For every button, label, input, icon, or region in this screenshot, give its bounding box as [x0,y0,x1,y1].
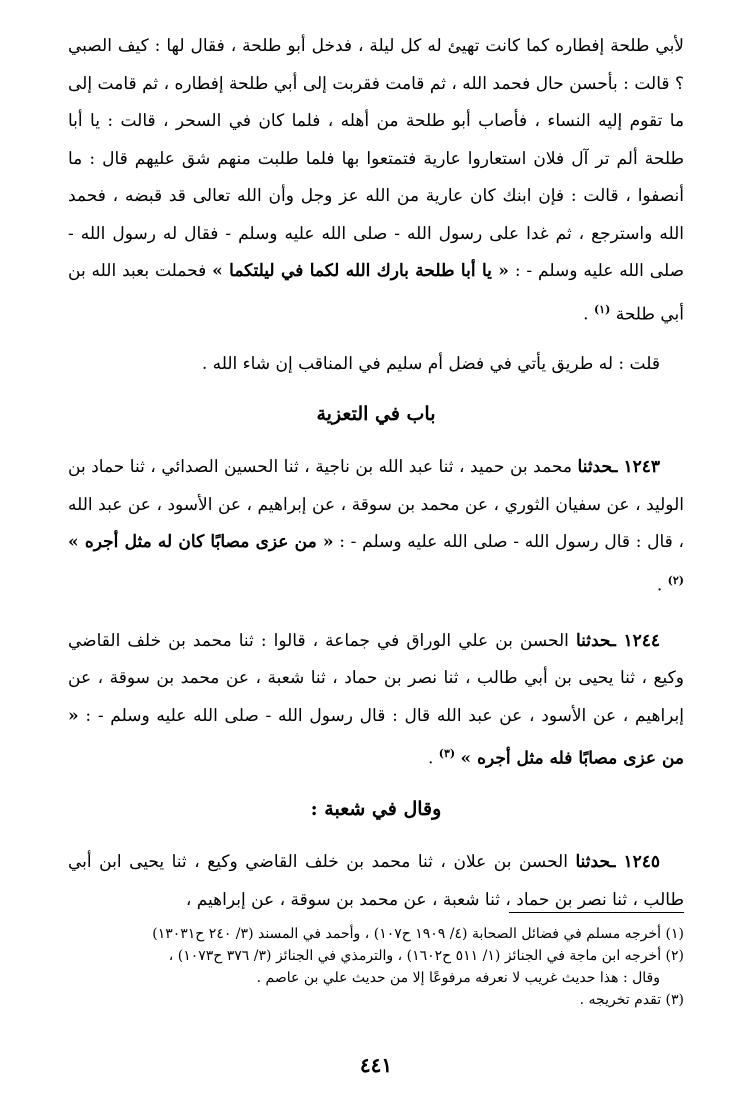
chapter-heading-taziya: باب في التعزية [316,403,436,426]
hadith-lead: حدثنا [575,852,611,873]
hadith-chain: الحسن بن علي الوراق في جماعة ، قالوا : ثنا محمد بن خلف القاضي وكيع ، ثنا يحيى بن أبي طالب ، ثنا نصر بن حماد ، ثنا شعبة ، عن محمد بن سوقة ، عن إبراهيم ، عن الأسود ، عن عبد الله قال : قال رسول الله - صلى الله عليه وسلم - : [68,630,684,726]
hadith-chain: محمد بن حميد ، ثنا عبد الله بن ناجية ، ثنا الحسين الصدائي ، ثنا حماد بن الوليد ، عن سفيان الثوري ، عن محمد بن سوقة ، عن إبراهيم ، عن الأسود ، عن عبد الله ، قال : قال رسول الله - صلى الله عليه وسلم - : [68,457,685,553]
footnote-ref-2: (٢) [667,573,684,587]
sentence-end: . [427,748,434,769]
narrative-text: لأبي طلحة إفطاره كما كانت تهيئ له كل ليلة ، فدخل أبو طلحة ، فقال لها : كيف الصبي ؟ قالت : بأحسن حال فحمد الله ، ثم قامت فقربت إلى أبي طلحة إفطاره ، ثم قامت إلى ما تقوم إليه النساء ، فأصاب أبو طلحة من أهله ، فلما كان في السحر ، قالت : يا أبا طلحة ألم تر آل فلان استعاروا عارية فتمتعوا بها فلما طلبت منهم شق عليهم قال : ما أنصفوا ، قالت : فإن ابنك كان عارية من الله عز وجل وأن الله تعالى قد قبضه ، فحمد الله واسترجع ، ثم غدا على رسول الله - صلى الله عليه وسلم - فقال له رسول الله - صلى الله عليه وسلم - : [68,36,685,281]
footnote-2: (٢) أخرجه ابن ماجة في الجنائز (١/ ٥١١ ح١٦٠٢) ، والترمذي في الجنائز (٣/ ٣٧٦ ح١٠٧٣) ، [168,948,684,964]
footnote-ref-1: (١) [593,302,611,316]
page-number: ٤٤١ [359,1053,393,1077]
hadith-number: ١٢٤٥ ـ [610,852,660,873]
hadith-number: ١٢٤٣ ـ [612,457,661,478]
narrative-paragraph [68,28,684,334]
hadith-quote: « من عزى مصابًا كان له مثل أجره » [68,532,334,553]
narrative-conclusion: فحملت بعبد الله بن أبي طلحة [68,261,684,325]
author-note: قلت : له طريق يأتي في فضل أم سليم في المناقب إن شاء الله . [201,353,660,374]
sentence-end: . [656,575,663,596]
prophetic-quote: « يا أبا طلحة بارك الله لكما في ليلتكما » [212,261,509,281]
section-heading-shuba: وقال في شعبة : [310,798,442,821]
hadith-1243 [68,449,684,605]
hadith-quote: « من عزى مصابًا فله مثل أجره » [68,705,684,769]
hadith-lead: حدثنا [577,457,613,478]
sentence-end: . [583,304,589,325]
footnote-1: (١) أخرجه مسلم في فضائل الصحابة (٤/ ١٩٠٩ ح١٠٧) ، وأحمد في المسند (٣/ ٢٤٠ ح١٣٠٣١) [152,926,684,942]
hadith-1244 [68,623,684,779]
footnote-2-continued: وقال : هذا حديث غريب لا نعرفه مرفوعًا إلا من حديث علي بن عاصم . [256,970,660,986]
footnotes-area [68,898,684,1011]
hadith-chain: الحسن بن علان ، ثنا محمد بن خلف القاضي وكيع ، ثنا يحيى ابن أبي طالب ، ثنا نصر بن حماد ، ثنا شعبة ، عن محمد بن سوقة ، عن إبراهيم ، [68,852,684,910]
footnote-ref-3: (٣) [438,747,456,761]
hadith-lead: حدثنا [575,630,611,651]
footnote-separator [509,912,684,913]
footnote-3: (٣) تقدم تخريجه . [579,992,684,1008]
hadith-number: ١٢٤٤ ـ [610,630,660,651]
